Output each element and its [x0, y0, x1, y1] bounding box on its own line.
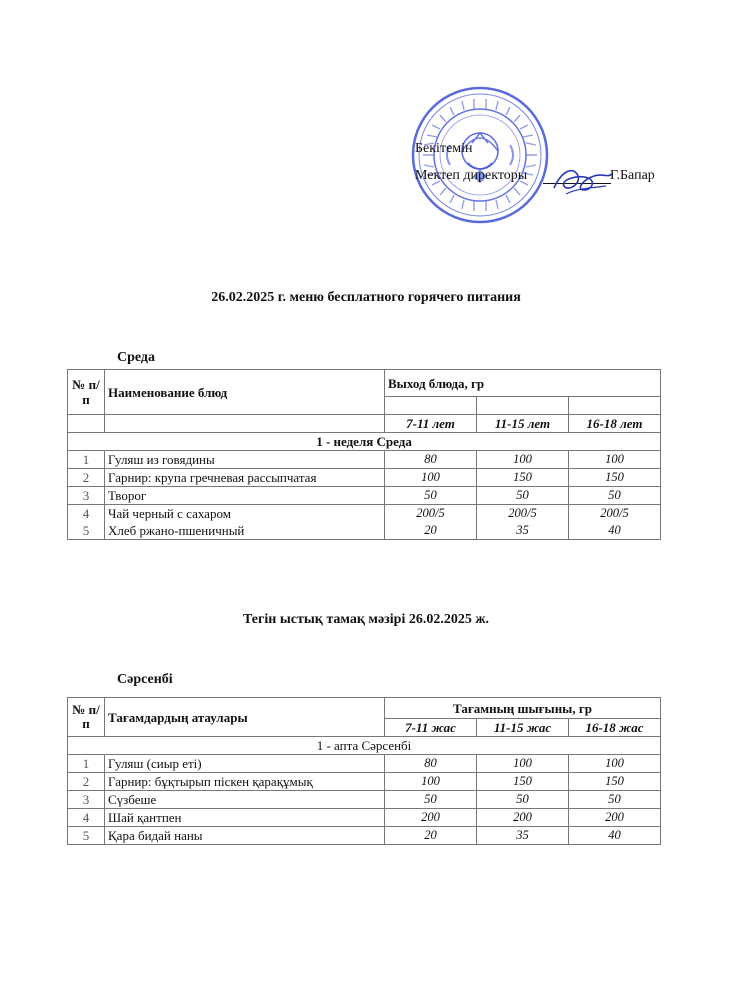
portion-16-18: 50 — [569, 487, 661, 505]
table-row — [68, 791, 661, 809]
dish-name: Қара бидай наны — [105, 827, 385, 845]
dish-name: Шай қантпен — [105, 809, 385, 827]
row-number: 5 — [68, 522, 105, 540]
portion-7-11: 200/5 — [385, 505, 477, 523]
row-number: 2 — [68, 773, 105, 791]
menu-table-ru — [67, 369, 661, 540]
table-row — [68, 773, 661, 791]
col-dish-name-header: Тағамдардың атаулары — [105, 698, 385, 737]
age-header-7-11: 7-11 жас — [385, 719, 477, 737]
dish-name: Сүзбеше — [105, 791, 385, 809]
portion-7-11: 100 — [385, 469, 477, 487]
table-row — [68, 827, 661, 845]
row-number: 1 — [68, 755, 105, 773]
portion-16-18: 100 — [569, 451, 661, 469]
empty-cell — [569, 397, 661, 415]
week-row: 1 - неделя Среда — [68, 433, 661, 451]
age-header-11-15: 11-15 лет — [477, 415, 569, 433]
row-number: 3 — [68, 487, 105, 505]
row-number: 3 — [68, 791, 105, 809]
portion-16-18: 200 — [569, 809, 661, 827]
table-row — [68, 469, 661, 487]
portion-11-15: 150 — [477, 469, 569, 487]
table-row — [68, 809, 661, 827]
portion-7-11: 50 — [385, 487, 477, 505]
day-label-kk: Сәрсенбі — [117, 672, 173, 687]
dish-name: Чай черный с сахаром — [105, 505, 385, 523]
portion-7-11: 100 — [385, 773, 477, 791]
portion-7-11: 50 — [385, 791, 477, 809]
director-signature-icon — [548, 160, 618, 200]
dish-name: Гарнир: крупа гречневая рассыпчатая — [105, 469, 385, 487]
table-row — [68, 451, 661, 469]
col-number-header: № п/п — [68, 698, 105, 737]
dish-name: Гуляш (сиыр еті) — [105, 755, 385, 773]
portion-16-18: 100 — [569, 755, 661, 773]
menu-title-kk: Тегін ыстық тамақ мәзірі 26.02.2025 ж. — [243, 612, 489, 627]
dish-name: Гарнир: бұқтырып піскен қарақұмық — [105, 773, 385, 791]
empty-cell — [477, 397, 569, 415]
portion-11-15: 200/5 — [477, 505, 569, 523]
portion-7-11: 80 — [385, 451, 477, 469]
row-number: 2 — [68, 469, 105, 487]
empty-cell — [105, 415, 385, 433]
portion-11-15: 50 — [477, 487, 569, 505]
week-row: 1 - апта Сәрсенбі — [68, 737, 661, 755]
table-row — [68, 487, 661, 505]
age-header-11-15: 11-15 жас — [477, 719, 569, 737]
menu-title-ru: 26.02.2025 г. меню бесплатного горячего питания — [211, 290, 521, 305]
col-dish-name-header: Наименование блюд — [105, 370, 385, 415]
portion-11-15: 35 — [477, 522, 569, 540]
dish-name: Хлеб ржано-пшеничный — [105, 522, 385, 540]
dish-name: Гуляш из говядины — [105, 451, 385, 469]
portion-16-18: 150 — [569, 469, 661, 487]
portion-11-15: 200 — [477, 809, 569, 827]
portion-7-11: 80 — [385, 755, 477, 773]
row-number: 1 — [68, 451, 105, 469]
empty-cell — [385, 397, 477, 415]
portion-7-11: 20 — [385, 827, 477, 845]
col-number-header: № п/п — [68, 370, 105, 415]
table-row — [68, 522, 661, 540]
approval-title: Бекітемін — [415, 141, 473, 156]
row-number: 5 — [68, 827, 105, 845]
portion-16-18: 50 — [569, 791, 661, 809]
director-name: Г.Бапар — [610, 168, 655, 183]
age-header-16-18: 16-18 жас — [569, 719, 661, 737]
col-output-header: Тағамның шығыны, гр — [385, 698, 661, 719]
table-row — [68, 755, 661, 773]
empty-cell — [68, 415, 105, 433]
portion-16-18: 200/5 — [569, 505, 661, 523]
portion-11-15: 100 — [477, 755, 569, 773]
menu-table-kk — [67, 697, 661, 845]
portion-11-15: 50 — [477, 791, 569, 809]
portion-16-18: 40 — [569, 522, 661, 540]
row-number: 4 — [68, 505, 105, 523]
portion-7-11: 20 — [385, 522, 477, 540]
age-header-7-11: 7-11 лет — [385, 415, 477, 433]
portion-16-18: 150 — [569, 773, 661, 791]
day-label-ru: Среда — [117, 350, 156, 365]
table-row — [68, 505, 661, 523]
portion-11-15: 150 — [477, 773, 569, 791]
row-number: 4 — [68, 809, 105, 827]
portion-7-11: 200 — [385, 809, 477, 827]
portion-11-15: 35 — [477, 827, 569, 845]
age-header-16-18: 16-18 лет — [569, 415, 661, 433]
portion-11-15: 100 — [477, 451, 569, 469]
dish-name: Творог — [105, 487, 385, 505]
col-output-header: Выход блюда, гр — [385, 370, 661, 397]
portion-16-18: 40 — [569, 827, 661, 845]
approval-position: Мектеп директоры — [415, 168, 528, 183]
